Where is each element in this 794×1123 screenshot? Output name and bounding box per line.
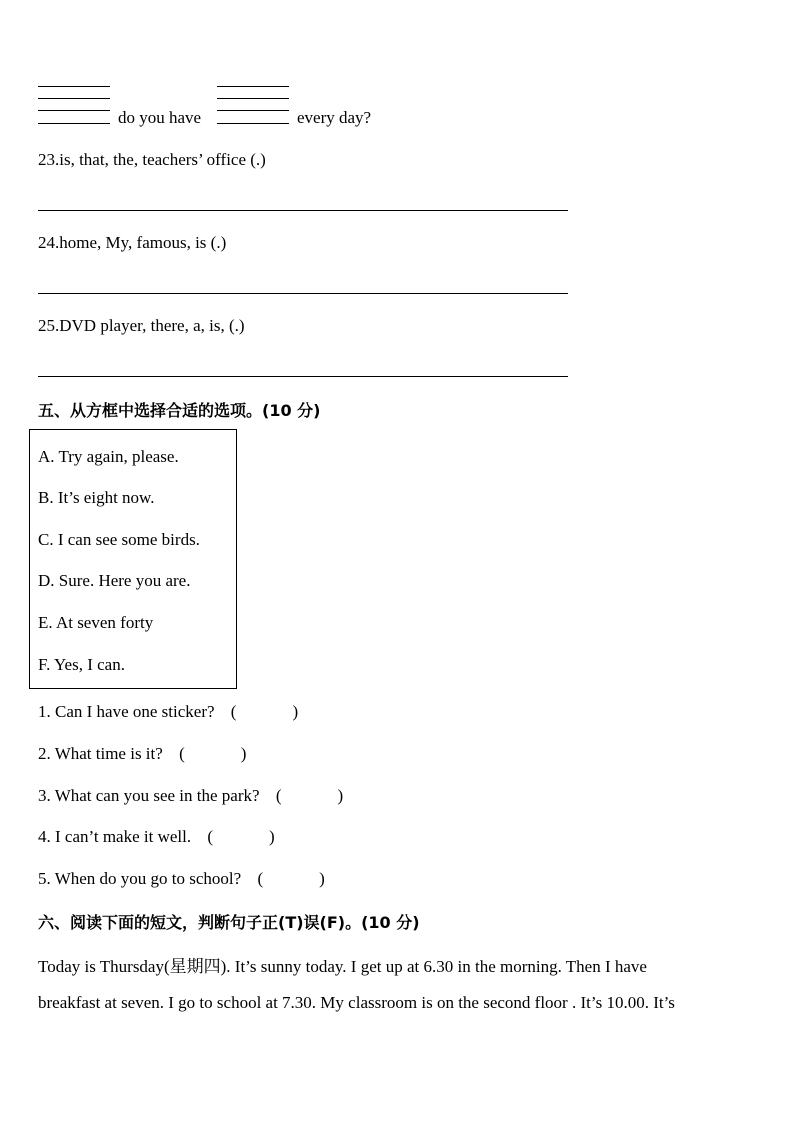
question-words: home, My, famous, is (.): [59, 233, 227, 252]
question-text: 4. I can’t make it well.: [38, 827, 192, 846]
option-a: A. Try again, please.: [38, 447, 179, 466]
match-question-2: [38, 744, 246, 764]
question-number: 23.: [38, 150, 60, 169]
fill-blank-end-text: every day?: [297, 108, 372, 127]
question-25: [38, 316, 245, 336]
answer-line-25[interactable]: [38, 376, 568, 377]
option-e: E. At seven forty: [38, 613, 154, 632]
answer-paren[interactable]: ( ): [207, 827, 275, 846]
answer-line-24[interactable]: [38, 293, 568, 294]
option-d: D. Sure. Here you are.: [38, 571, 191, 590]
answer-line-23[interactable]: [38, 210, 568, 211]
question-text: 1. Can I have one sticker?: [38, 702, 215, 721]
answer-paren[interactable]: ( ): [230, 702, 299, 721]
question-words: is, that, the, teachers’ office (.): [59, 150, 266, 169]
question-number: 24.: [38, 233, 60, 252]
match-question-3: [38, 786, 343, 806]
passage-line-2: breakfast at seven. I go to school at 7.30. My classroom is on the second floor . It’s 10.00. It’s: [38, 993, 675, 1012]
options-box: [29, 429, 237, 689]
answer-paren[interactable]: ( ): [257, 869, 325, 888]
fill-blank-middle-text: do you have: [118, 108, 202, 127]
question-number: 25.: [38, 316, 60, 335]
match-question-4: [38, 827, 275, 847]
answer-paren[interactable]: ( ): [275, 786, 344, 805]
question-23: [38, 150, 266, 170]
passage-line-1: Today is Thursday(星期四). It’s sunny today. I get up at 6.30 in the morning. Then I have: [38, 957, 647, 976]
option-c: C. I can see some birds.: [38, 530, 200, 549]
question-words: DVD player, there, a, is, (.): [59, 316, 245, 335]
question-text: 2. What time is it?: [38, 744, 163, 763]
question-text: 3. What can you see in the park?: [38, 786, 260, 805]
question-24: [38, 233, 226, 253]
match-question-5: [38, 869, 325, 889]
question-text: 5. When do you go to school?: [38, 869, 242, 888]
match-question-1: [38, 702, 298, 722]
answer-paren[interactable]: ( ): [179, 744, 247, 763]
section-6-heading: 六、阅读下面的短文，判断句子正(T)误(F)。(10 分): [38, 913, 420, 932]
option-f: F. Yes, I can.: [38, 655, 125, 674]
option-b: B. It’s eight now.: [38, 488, 155, 507]
section-5-heading: 五、从方框中选择合适的选项。(10 分): [38, 401, 321, 420]
